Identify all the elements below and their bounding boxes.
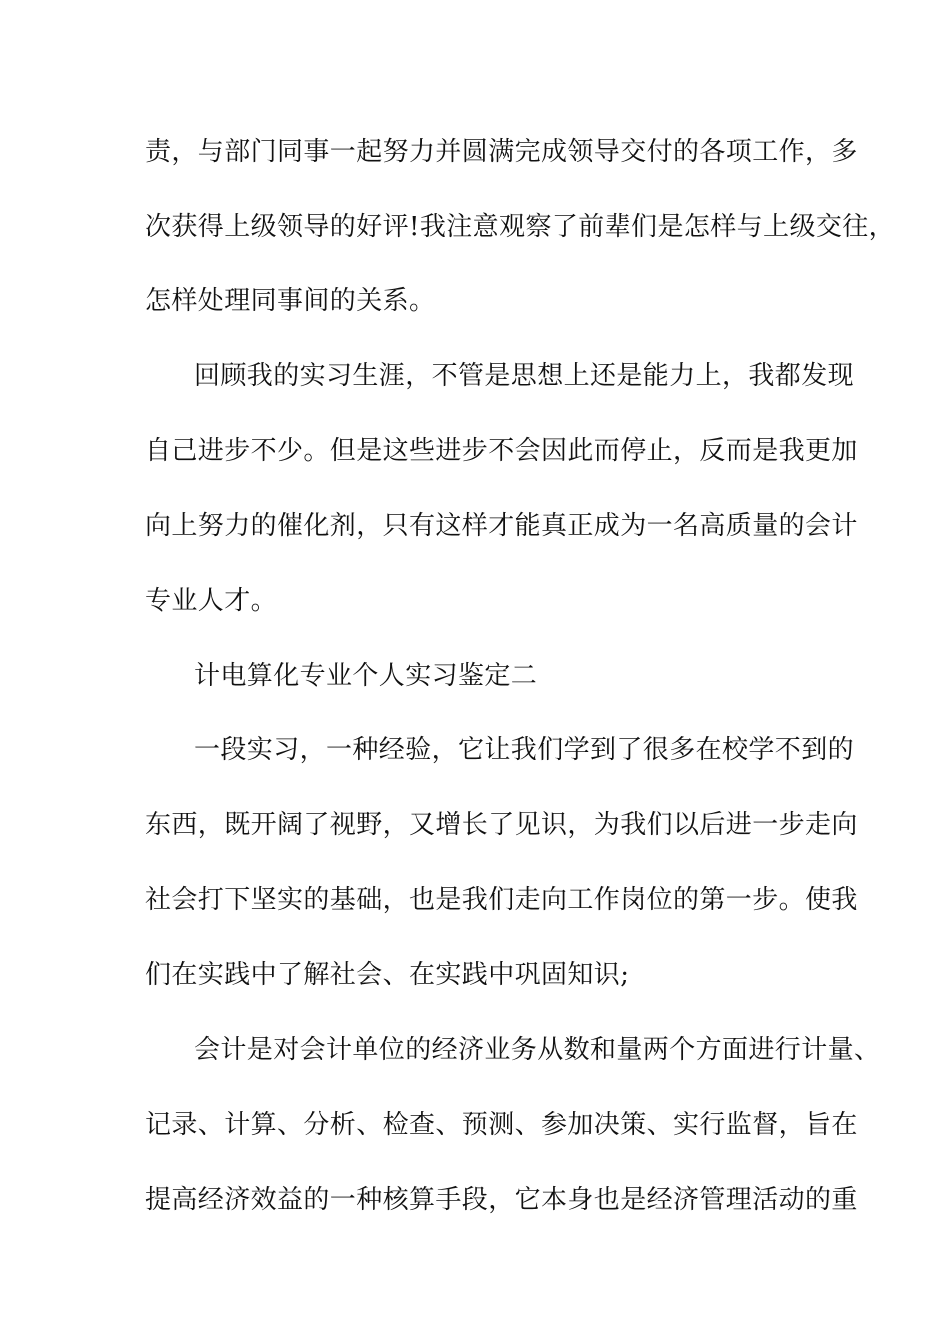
paragraph-line: 怎样处理同事间的关系。 [145, 286, 436, 316]
paragraph-line: 一段实习，一种经验，它让我们学到了很多在校学不到的 [194, 735, 855, 765]
paragraph-line: 向上努力的催化剂，只有这样才能真正成为一名高质量的会计 [145, 511, 858, 541]
paragraph-line: 社会打下坚实的基础，也是我们走向工作岗位的第一步。使我 [145, 885, 858, 915]
section-heading: 计电算化专业个人实习鉴定二 [194, 661, 538, 691]
paragraph-line: 自己进步不少。但是这些进步不会因此而停止，反而是我更加 [145, 436, 858, 466]
paragraph-line: 们在实践中了解社会、在实践中巩固知识; [145, 960, 630, 990]
paragraph-line: 提高经济效益的一种核算手段，它本身也是经济管理活动的重 [145, 1185, 858, 1215]
paragraph-line: 会计是对会计单位的经济业务从数和量两个方面进行计量、 [194, 1035, 881, 1065]
paragraph-line: 专业人才。 [145, 586, 278, 616]
paragraph-line: 东西，既开阔了视野，又增长了见识，为我们以后进一步走向 [145, 810, 858, 840]
paragraph-line: 责，与部门同事一起努力并圆满完成领导交付的各项工作，多 [145, 137, 858, 167]
paragraph-line: 次获得上级领导的好评!我注意观察了前辈们是怎样与上级交往， [145, 212, 896, 242]
paragraph-line: 回顾我的实习生涯，不管是思想上还是能力上，我都发现 [194, 361, 855, 391]
paragraph-line: 记录、计算、分析、检查、预测、参加决策、实行监督，旨在 [145, 1110, 858, 1140]
